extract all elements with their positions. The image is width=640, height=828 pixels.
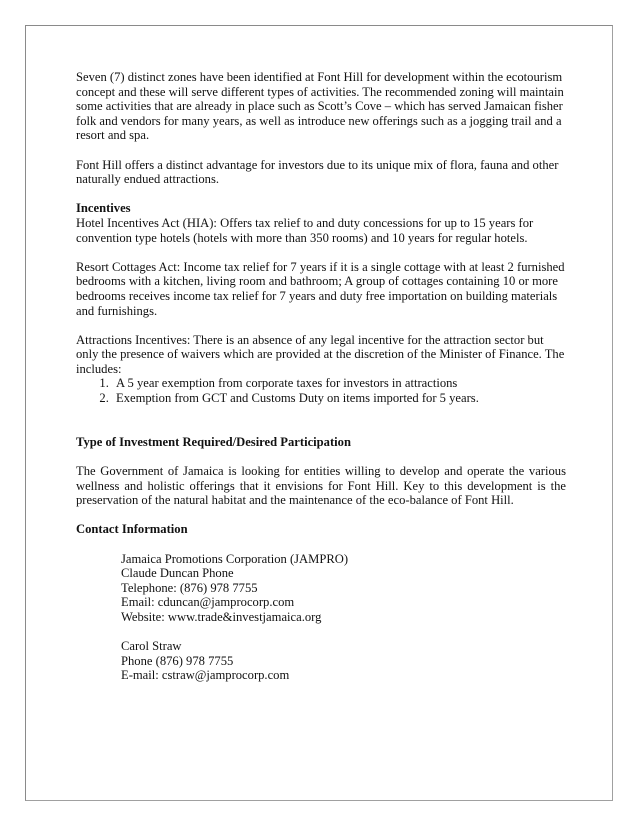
document-body bbox=[76, 70, 566, 683]
contact-website: Website: www.trade&investjamaica.org bbox=[121, 609, 322, 624]
intro-paragraph-zones: Seven (7) distinct zones have been identified at Font Hill for development within the ecotourism concept and these will serve different types of activities. The recommended zoning will maintain some activities that are already in place such as Scott’s Cove – which has served Jamaican fisher folk and vendors for many years, as well as introduce new offerings such as a jogging trail and a resort and spa. bbox=[76, 70, 564, 143]
hia-paragraph: Hotel Incentives Act (HIA): Offers tax relief to and duty concessions for up to 15 years for convention type hotels (hotels with more than 350 rooms) and 10 years for regular hotels. bbox=[76, 215, 534, 245]
intro-paragraph-advantage: Font Hill offers a distinct advantage for investors due to its unique mix of flora, fauna and other naturally endued attractions. bbox=[76, 157, 559, 187]
incentives-heading: Incentives bbox=[76, 201, 131, 216]
contact-name: Claude Duncan Phone bbox=[121, 566, 234, 581]
contact-block-jampro bbox=[76, 552, 566, 625]
contact-email: Email: cduncan@jamprocorp.com bbox=[121, 595, 295, 610]
attractions-paragraph: Attractions Incentives: There is an absence of any legal incentive for the attraction sector but only the presence of waivers which are provided at the discretion of the Minister of Finance. The includes: bbox=[76, 332, 565, 376]
contact-heading: Contact Information bbox=[76, 522, 188, 537]
investment-paragraph: The Government of Jamaica is looking for entities willing to develop and operate the various wellness and holistic offerings that it envisions for Font Hill. Key to this development is the preservation of the natural habitat and the maintenance of the eco-balance of Font Hill. bbox=[76, 464, 566, 508]
investment-heading: Type of Investment Required/Desired Participation bbox=[76, 434, 351, 449]
contact-name: Carol Straw bbox=[121, 639, 182, 654]
resort-cottages-paragraph: Resort Cottages Act: Income tax relief for 7 years if it is a single cottage with at least 2 furnished bedrooms with a kitchen, living room and bathroom; A group of cottages containing 10 or more bedrooms receives income tax relief for 7 years and duty free importation on building materials and furnishings. bbox=[76, 259, 565, 318]
contact-block-straw bbox=[76, 639, 566, 683]
list-item: 2. Exemption from GCT and Customs Duty on items imported for 5 years. bbox=[112, 391, 566, 406]
contact-email: E-mail: cstraw@jamprocorp.com bbox=[121, 668, 290, 683]
contact-org: Jamaica Promotions Corporation (JAMPRO) bbox=[121, 551, 349, 566]
incentives-list bbox=[76, 376, 566, 405]
contact-telephone: Telephone: (876) 978 7755 bbox=[121, 580, 258, 595]
list-item: 1. A 5 year exemption from corporate taxes for investors in attractions bbox=[112, 376, 566, 391]
contact-phone: Phone (876) 978 7755 bbox=[121, 653, 234, 668]
